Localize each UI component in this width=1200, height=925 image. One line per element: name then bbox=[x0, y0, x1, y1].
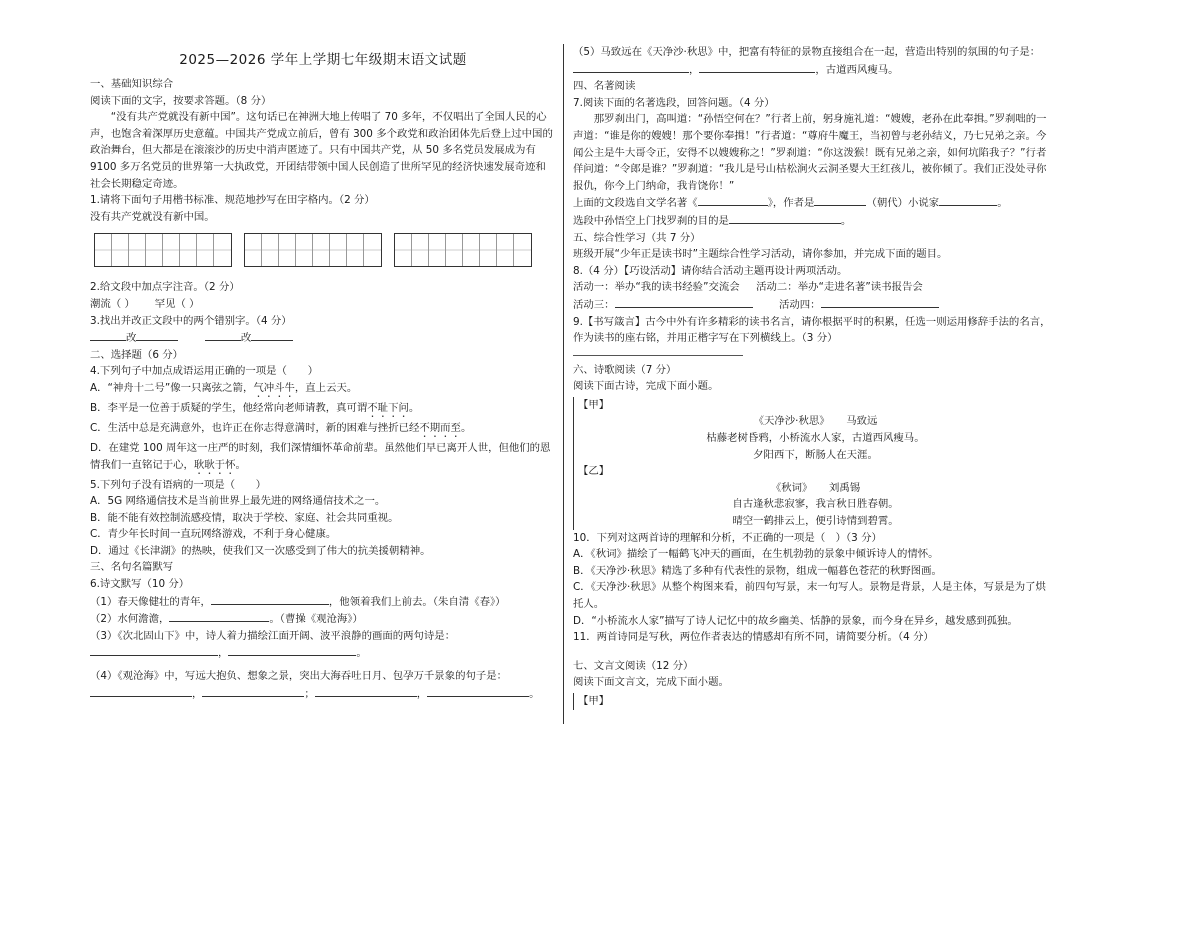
grid-cell[interactable] bbox=[163, 234, 180, 266]
q5-option-d[interactable]: D．通过《长津湖》的热映，使我们又一次感受到了伟大的抗美援朝精神。 bbox=[90, 544, 431, 557]
q6-5-end: ，古道西风瘦马。 bbox=[815, 63, 899, 76]
answer-blank[interactable] bbox=[573, 61, 689, 73]
q5-option-b[interactable]: B．能不能有效控制流感疫情，取决于学校、家庭、社会共同重视。 bbox=[90, 511, 399, 524]
poem-1-heading bbox=[578, 413, 1053, 430]
q6-item-4: （4）《观沧海》中，写远大抱负、想象之景，突出大海吞吐日月、包孕万千景象的句子是： bbox=[90, 670, 508, 683]
question-2-items bbox=[90, 296, 556, 313]
section-1-passage: “没有共产党就没有新中国”。这句话已在神洲大地上传唱了 70 多年，不仅唱出了全国人民的心声，也饱含着深厚历史意蕴。中国共产党成立前后，曾有 300 多个政党和政治团体先后登上过中国的政治舞台，但大都是在滚滚沙的历史中消声匿迹了。只有中国共产党，从 50 多名党员发展成为有 9100 多万名党员的世界第一大执政党，开团结带领中国人民创造了世所罕见的经济快速发展奇迹和社会长期稳定奇迹。 bbox=[90, 111, 553, 190]
answer-blank[interactable] bbox=[251, 329, 293, 341]
q4-c-dotted: 不期而至 bbox=[419, 421, 461, 434]
q7-ask-1: 上面的文段选自文学名著《 》，作者是 （朝代）小说家 。 bbox=[573, 194, 1053, 212]
q6-item-3-blanks: ， 。 bbox=[90, 644, 556, 662]
q4-b-dotted: 不耻下问 bbox=[367, 401, 409, 414]
q4-d-dotted: 耿耿于怀 bbox=[193, 458, 236, 471]
q10-option-b[interactable]: B．《天净沙·秋思》精选了多种有代表性的景物，组成一幅暮色苍茫的秋野图画。 bbox=[573, 564, 942, 577]
q7-passage: 那罗刹出门，高叫道：“孙悟空何在？”行者上前，躬身施礼道：“嫂嫂，老孙在此奉揖。”罗刹咄的一声道：“谁是你的嫂嫂！那个要你奉揖！”行者道：“尊府牛魔王，当初曾与老孙结义，乃七兄弟之亲。今闻公主是牛大哥令正，安得不以嫂嫂称之！”罗刹道：“你这泼猴！既有兄弟之亲，如何坑陷我子？”行者佯问道：“令郎是谁？”罗刹道：“我儿是号山枯松涧火云洞圣婴大王红孩儿，被你倾了。我们正没处寻你报仇，你今上门纳命，我肯饶你！” bbox=[573, 113, 1047, 192]
grid-cell[interactable] bbox=[497, 234, 514, 266]
poem-2-author: 刘禹锡 bbox=[828, 481, 861, 494]
q4-a-post: ，直上云天。 bbox=[294, 381, 358, 394]
grid-cell[interactable] bbox=[245, 234, 262, 266]
answer-blank[interactable] bbox=[136, 329, 178, 341]
q7-ask-2: 选段中孙悟空上门找罗刹的目的是 。 bbox=[573, 212, 1053, 230]
answer-blank[interactable] bbox=[228, 644, 356, 656]
q5-option-a[interactable]: A．5G 网络通信技术是当前世界上最先进的网络通信技术之一。 bbox=[90, 495, 386, 508]
section-6-heading: 六、诗歌阅读（7 分） bbox=[573, 363, 677, 376]
question-2: 2.给文段中加点字注音。（2 分） bbox=[90, 281, 240, 294]
section-6-instruction: 阅读下面古诗，完成下面小题。 bbox=[573, 380, 719, 393]
q8-activity-4-label: 活动四： bbox=[779, 298, 821, 311]
answer-blank[interactable] bbox=[90, 329, 126, 341]
q7-ask1-c: （朝代）小说家 bbox=[866, 197, 940, 210]
answer-blank[interactable] bbox=[202, 685, 304, 697]
poem-yi-label: 【乙】 bbox=[578, 465, 610, 478]
gai-label: 改 bbox=[126, 332, 137, 345]
question-7: 7.阅读下面的名著选段，回答问题。（4 分） bbox=[573, 96, 775, 109]
grid-cell[interactable] bbox=[395, 234, 412, 266]
grid-cell[interactable] bbox=[279, 234, 296, 266]
q4-d-post: 。 bbox=[235, 458, 246, 471]
q6-2-pre: （2）水何澹澹， bbox=[90, 613, 170, 626]
q6-item-4-blanks: ， ； ， 。 bbox=[90, 685, 556, 703]
question-9: 9.【书写箴言】古今中外有许多精彩的读书名言，请你根据平时的积累，任选一则运用修辞手法的名言，作为读书的座右铭，并用正楷字写在下列横线上。（3 分） bbox=[573, 315, 1051, 345]
answer-blank[interactable] bbox=[315, 685, 417, 697]
q7-ask1-a: 上面的文段选自文学名著《 bbox=[573, 197, 698, 210]
q10-option-a[interactable]: A．《秋词》描绘了一幅鹤飞冲天的画面，在生机勃勃的景象中倾诉诗人的情怀。 bbox=[573, 548, 939, 561]
grid-cell[interactable] bbox=[95, 234, 112, 266]
q4-b-pre: B．李平是一位善于质疑的学生，他经常向老师请教，真可谓 bbox=[90, 401, 368, 414]
answer-blank[interactable] bbox=[615, 296, 753, 308]
question-4: 4.下列句子中加点成语运用正确的一项是（ ） bbox=[90, 365, 319, 378]
question-6: 6.诗文默写（10 分） bbox=[90, 578, 190, 591]
poem-1-line-1: 枯藤老树昏鸦，小桥流水人家，古道西风瘦马。 bbox=[706, 432, 925, 445]
q4-c-pre: C．生活中总是充满意外，也许正在你志得意满时，新的困难与挫折已经 bbox=[90, 421, 420, 434]
section-1-instruction: 阅读下面的文字，按要求答题。（8 分） bbox=[90, 94, 272, 107]
grid-cell[interactable] bbox=[446, 234, 463, 266]
question-3-blanks bbox=[90, 329, 556, 347]
grid-cell[interactable] bbox=[330, 234, 347, 266]
q8-activities-1-2 bbox=[573, 279, 1053, 296]
q6-1-pre: （1）春天像健壮的青年， bbox=[90, 595, 211, 608]
classical-text-block bbox=[573, 693, 1053, 710]
q10-option-d[interactable]: D．“小桥流水人家”描写了诗人记忆中的故乡幽美、恬静的景象，而今身在异乡，越发感到孤独。 bbox=[573, 614, 1018, 627]
answer-blank[interactable] bbox=[169, 610, 269, 622]
poem-block bbox=[573, 397, 1053, 530]
q4-d-pre: D．在建党 100 周年这一庄严的时刻，我们深情缅怀革命前辈。虽然他们早已离开人世，但他们的恩情我们一直铭记于心， bbox=[90, 441, 551, 471]
grid-cell[interactable] bbox=[197, 234, 214, 266]
poem-2-heading bbox=[578, 480, 1053, 497]
grid-group-1[interactable] bbox=[94, 233, 232, 267]
answer-blank[interactable] bbox=[729, 212, 841, 224]
answer-blank[interactable] bbox=[939, 194, 997, 206]
grid-cell[interactable] bbox=[463, 234, 480, 266]
answer-blank[interactable] bbox=[211, 593, 329, 605]
spacer bbox=[573, 646, 1053, 658]
q7-ask1-b: 》，作者是 bbox=[767, 197, 815, 210]
answer-blank[interactable] bbox=[90, 685, 192, 697]
poem-2-title: 《秋词》 bbox=[770, 481, 813, 494]
question-1: 1.请将下面句子用楷书标准、规范地抄写在田字格内。（2 分） bbox=[90, 194, 375, 207]
answer-blank[interactable] bbox=[699, 61, 815, 73]
q9-answer-line[interactable] bbox=[573, 347, 743, 356]
question-3: 3.找出并改正文段中的两个错别字。（4 分） bbox=[90, 314, 292, 327]
answer-blank[interactable] bbox=[205, 329, 241, 341]
q6-item-5-blanks: ， ，古道西风瘦马。 bbox=[573, 61, 1053, 79]
grid-cell[interactable] bbox=[146, 234, 163, 266]
grid-group-3[interactable] bbox=[394, 233, 532, 267]
grid-cell[interactable] bbox=[364, 234, 381, 266]
poem-2-line-2: 晴空一鹤排云上，便引诗情到碧霄。 bbox=[732, 515, 899, 528]
grid-cell[interactable] bbox=[214, 234, 231, 266]
q10-option-c[interactable]: C．《天净沙·秋思》从整个构图来看，前四句写景，末一句写人。景物是背景，人是主体，写景是为了烘托人。 bbox=[573, 581, 1046, 610]
section-3-heading: 三、名句名篇默写 bbox=[90, 561, 174, 574]
q8-activity-2: 活动二：举办“走进名著”读书报告会 bbox=[756, 281, 923, 294]
tianzige-grid[interactable] bbox=[94, 233, 556, 267]
question-5: 5.下列句子没有语病的一项是（ ） bbox=[90, 478, 267, 491]
q6-1-post: ，他领着我们上前去。（朱自清《春》） bbox=[328, 595, 506, 608]
grid-cell[interactable] bbox=[347, 234, 364, 266]
q4-option-d[interactable] bbox=[90, 440, 556, 477]
left-column bbox=[90, 44, 556, 702]
question-11: 11．两首诗同是写秋，两位作者表达的情感却有所不同，请简要分析。（4 分） bbox=[573, 631, 934, 644]
q7-ask2-text: 选段中孙悟空上门找罗刹的目的是 bbox=[573, 214, 729, 227]
q4-a-pre: A．“神舟十二号”像一只离弦之箭， bbox=[90, 381, 254, 394]
answer-blank[interactable] bbox=[821, 296, 939, 308]
q5-option-c[interactable]: C．青少年长时间一直玩网络游戏，不利于身心健康。 bbox=[90, 528, 337, 541]
section-2-heading: 二、选择题（6 分） bbox=[90, 348, 184, 361]
grid-cell[interactable] bbox=[480, 234, 497, 266]
q6-item-3: （3）《次北固山下》中，诗人着力描绘江面开阔、波平浪静的画面的两句诗是： bbox=[90, 629, 456, 642]
grid-cell[interactable] bbox=[129, 234, 146, 266]
right-column bbox=[573, 44, 1053, 710]
poem-2-line-1: 自古逢秋悲寂寥，我言秋日胜春朝。 bbox=[732, 498, 899, 511]
gai-label: 改 bbox=[240, 332, 252, 345]
poem-1-line-2: 夕阳西下，断肠人在天涯。 bbox=[753, 448, 878, 461]
q6-item-5: （5）马致远在《天净沙·秋思》中，把富有特征的景物直接组合在一起，营造出特别的氛围的句子是： bbox=[573, 46, 1041, 58]
section-7-instruction: 阅读下面文言文，完成下面小题。 bbox=[573, 676, 729, 689]
q6-item-1 bbox=[90, 593, 556, 611]
question-10: 10．下列对这两首诗的理解和分析，不正确的一项是（ ）（3 分） bbox=[573, 531, 882, 544]
answer-blank[interactable] bbox=[90, 644, 218, 656]
question-8: 8.（4 分）【巧设活动】请你结合活动主题再设计两项活动。 bbox=[573, 264, 848, 277]
classical-jia-label: 【甲】 bbox=[578, 694, 610, 707]
q4-b-post: 。 bbox=[408, 401, 420, 414]
grid-cell[interactable] bbox=[296, 234, 313, 266]
answer-blank[interactable] bbox=[427, 685, 529, 697]
grid-cell[interactable] bbox=[262, 234, 279, 266]
answer-blank[interactable] bbox=[814, 194, 866, 206]
grid-cell[interactable] bbox=[180, 234, 197, 266]
grid-cell[interactable] bbox=[412, 234, 429, 266]
q4-option-b[interactable] bbox=[90, 400, 556, 420]
q8-activity-3-label: 活动三： bbox=[573, 298, 615, 311]
q8-activities-3-4 bbox=[573, 296, 1053, 314]
poem-1-author: 马致远 bbox=[846, 415, 878, 428]
grid-cell[interactable] bbox=[429, 234, 446, 266]
q4-a-dotted: 气冲斗牛 bbox=[253, 381, 295, 394]
q6-item-2 bbox=[90, 610, 556, 628]
q4-option-c[interactable] bbox=[90, 420, 556, 440]
section-7-heading: 七、文言文阅读（12 分） bbox=[573, 659, 694, 672]
column-divider bbox=[563, 44, 564, 724]
q8-activity-1: 活动一：举办“我的读书经验”交流会 bbox=[573, 281, 740, 294]
q4-c-post: 。 bbox=[460, 421, 472, 434]
q6-2-post: 。（曹操《观沧海》） bbox=[269, 613, 363, 626]
poem-jia-label: 【甲】 bbox=[578, 398, 610, 411]
section-5-instruction: 班级开展“少年正是读书时”主题综合性学习活动，请你参加，并完成下面的题目。 bbox=[573, 248, 948, 261]
answer-blank[interactable] bbox=[698, 194, 768, 206]
poem-1-title: 《天净沙·秋思》 bbox=[753, 415, 830, 428]
q2-item-b: 罕见（ ） bbox=[154, 297, 200, 310]
grid-cell[interactable] bbox=[313, 234, 330, 266]
page-title: 2025—2026 学年上学期七年级期末语文试题 bbox=[179, 52, 467, 68]
grid-cell[interactable] bbox=[514, 234, 531, 266]
section-5-heading: 五、综合性学习（共 7 分） bbox=[573, 231, 701, 244]
q2-item-a: 潮流（ ） bbox=[90, 297, 135, 310]
question-1-text: 没有共产党就没有新中国。 bbox=[90, 210, 215, 223]
grid-cell[interactable] bbox=[112, 234, 129, 266]
grid-group-2[interactable] bbox=[244, 233, 382, 267]
section-1-heading: 一、基础知识综合 bbox=[90, 78, 174, 90]
q4-option-a[interactable] bbox=[90, 380, 556, 400]
section-4-heading: 四、名著阅读 bbox=[573, 80, 636, 93]
